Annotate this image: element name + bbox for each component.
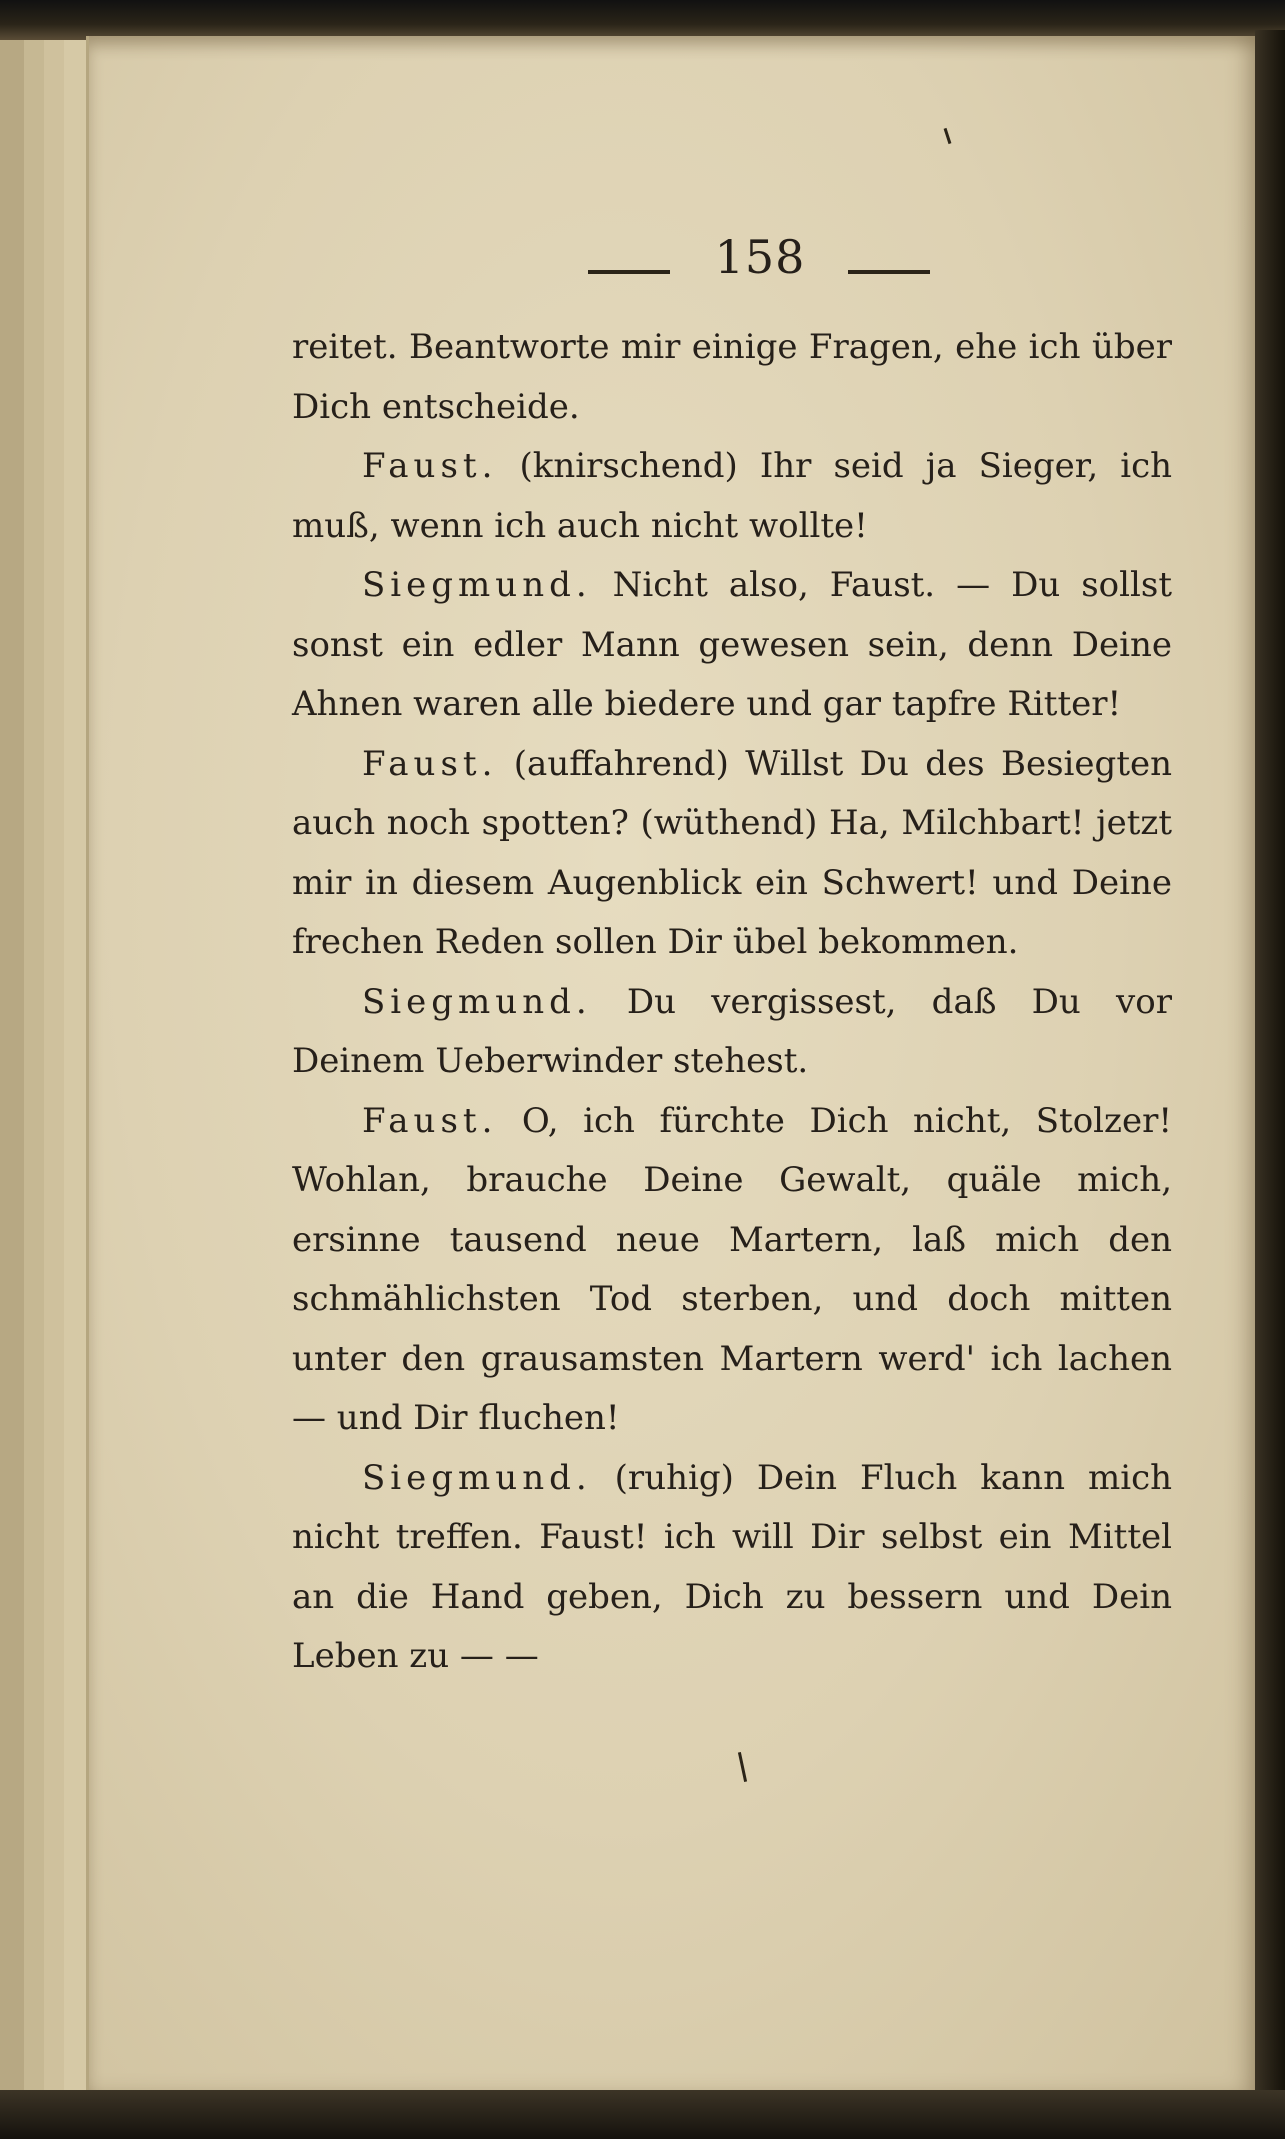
- paragraph: [292, 1092, 1172, 1449]
- book-binding-top: [0, 0, 1285, 40]
- speaker-name: Faust.: [362, 446, 498, 486]
- body-text: [292, 318, 1172, 1687]
- paragraph-text: Du vergissest, daß Du vor Deinem Ueberwinder stehest.: [292, 981, 1172, 1081]
- header-rule-right: [848, 270, 930, 274]
- paragraph-text: (auffahrend) Willst Du des Besiegten auch noch spotten? (wüthend) Ha, Milchbart! jetzt mir in diesem Augenblick ein Schwert! und Deine frechen Reden sollen Dir übel bekommen.: [292, 743, 1173, 962]
- page-header: [0, 230, 1285, 290]
- speaker-name: Siegmund.: [362, 981, 592, 1022]
- paragraph: [292, 1449, 1172, 1687]
- paragraph-text: reitet. Beantworte mir einige Fragen, ehe ich über Dich entscheide.: [292, 327, 1172, 427]
- book-binding-right: [1255, 30, 1285, 2110]
- speaker-name: Siegmund.: [362, 1457, 592, 1498]
- paragraph: [292, 556, 1172, 735]
- paragraph-text: (knirschend) Ihr seid ja Sieger, ich muß, wenn ich auch nicht wollte!: [292, 446, 1173, 546]
- paragraph: [292, 318, 1172, 437]
- speaker-name: Faust.: [362, 743, 498, 784]
- paragraph-text: O, ich fürchte Dich nicht, Stolzer! Wohlan, brauche Deine Gewalt, quäle mich, ersinne tausend neue Martern, laß mich den schmählichsten Tod sterben, und doch mitten unter den grausamsten Martern werd' ich lachen — und Dir fluchen!: [292, 1100, 1172, 1438]
- page-number: 158: [714, 230, 806, 284]
- speaker-name: Siegmund.: [362, 565, 592, 605]
- book-binding-bottom: [0, 2090, 1285, 2139]
- paragraph: [292, 437, 1172, 556]
- paragraph-text: (ruhig) Dein Fluch kann mich nicht treffen. Faust! ich will Dir selbst ein Mittel an die Hand geben, Dich zu bessern und Dein Leben zu — —: [292, 1457, 1173, 1676]
- paragraph-text: Nicht also, Faust. — Du sollst sonst ein edler Mann gewesen sein, denn Deine Ahnen waren alle biedere und gar tapfre Ritter!: [292, 565, 1172, 724]
- header-rule-left: [588, 270, 670, 274]
- paragraph: [292, 973, 1172, 1092]
- paragraph: [292, 735, 1172, 973]
- speaker-name: Faust.: [362, 1100, 498, 1141]
